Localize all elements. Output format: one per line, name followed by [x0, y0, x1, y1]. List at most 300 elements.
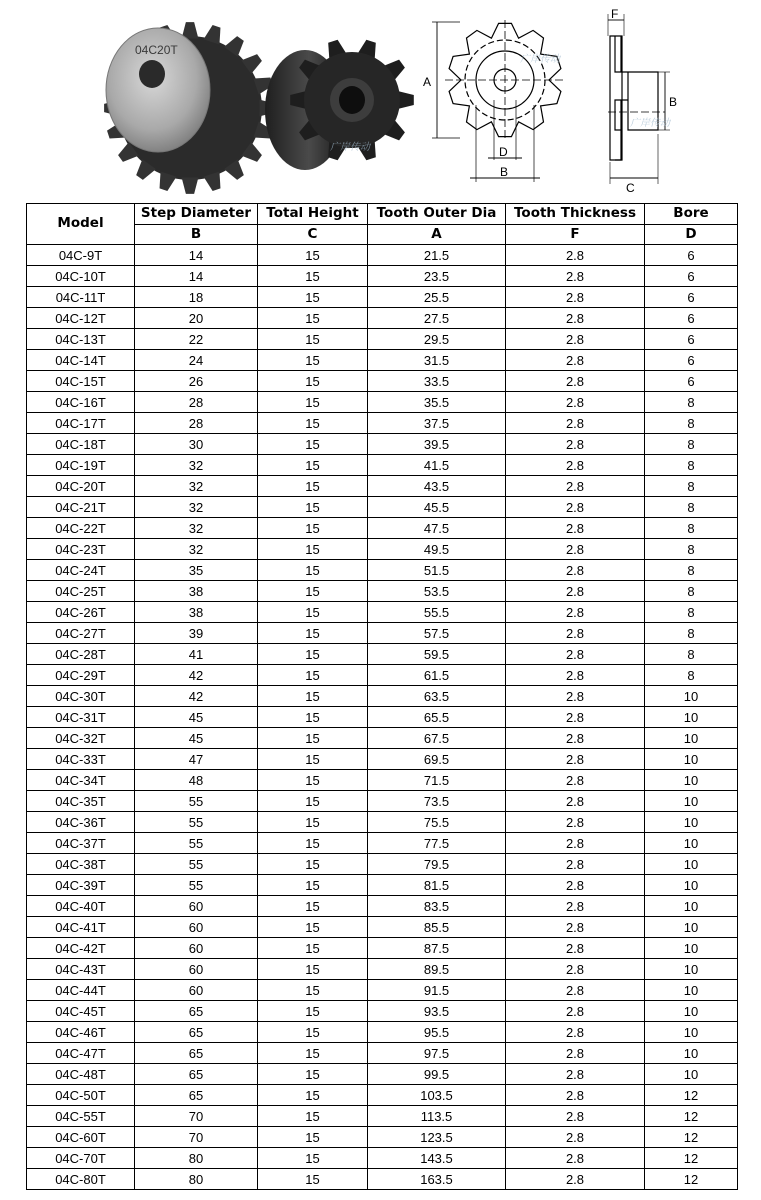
table-cell: 04C-10T: [27, 266, 135, 287]
table-row: [27, 602, 738, 623]
column-code: A: [368, 225, 506, 245]
table-cell: 04C-42T: [27, 938, 135, 959]
table-cell: 10: [645, 1001, 738, 1022]
table-cell: 2.8: [506, 329, 645, 350]
table-cell: 15: [258, 854, 368, 875]
table-cell: 15: [258, 749, 368, 770]
table-cell: 47.5: [368, 518, 506, 539]
table-row: [27, 455, 738, 476]
table-cell: 04C-41T: [27, 917, 135, 938]
table-cell: 04C-15T: [27, 371, 135, 392]
table-cell: 8: [645, 455, 738, 476]
table-cell: 2.8: [506, 854, 645, 875]
table-cell: 113.5: [368, 1106, 506, 1127]
table-cell: 12: [645, 1148, 738, 1169]
table-cell: 55: [135, 791, 258, 812]
table-cell: 55: [135, 833, 258, 854]
table-cell: 123.5: [368, 1127, 506, 1148]
table-cell: 15: [258, 665, 368, 686]
table-row: [27, 728, 738, 749]
table-cell: 15: [258, 1148, 368, 1169]
table-cell: 65: [135, 1022, 258, 1043]
table-cell: 70: [135, 1106, 258, 1127]
table-cell: 6: [645, 266, 738, 287]
table-row: [27, 581, 738, 602]
table-cell: 45: [135, 707, 258, 728]
table-cell: 2.8: [506, 350, 645, 371]
table-cell: 2.8: [506, 287, 645, 308]
column-code: C: [258, 225, 368, 245]
table-cell: 15: [258, 1085, 368, 1106]
table-cell: 10: [645, 896, 738, 917]
table-row: [27, 1106, 738, 1127]
table-row: [27, 308, 738, 329]
table-cell: 61.5: [368, 665, 506, 686]
table-cell: 2.8: [506, 602, 645, 623]
table-cell: 8: [645, 623, 738, 644]
table-cell: 2.8: [506, 896, 645, 917]
table-cell: 04C-17T: [27, 413, 135, 434]
table-cell: 15: [258, 308, 368, 329]
table-cell: 04C-24T: [27, 560, 135, 581]
table-cell: 15: [258, 266, 368, 287]
table-cell: 04C-12T: [27, 308, 135, 329]
table-cell: 2.8: [506, 917, 645, 938]
watermark-photo: 广岸传动: [330, 142, 370, 153]
table-row: [27, 392, 738, 413]
table-cell: 51.5: [368, 560, 506, 581]
table-cell: 28: [135, 413, 258, 434]
table-cell: 04C-40T: [27, 896, 135, 917]
label-c: C: [626, 181, 635, 195]
table-cell: 2.8: [506, 308, 645, 329]
table-cell: 04C-31T: [27, 707, 135, 728]
table-cell: 15: [258, 1022, 368, 1043]
table-cell: 60: [135, 938, 258, 959]
table-cell: 2.8: [506, 644, 645, 665]
table-cell: 15: [258, 728, 368, 749]
table-cell: 8: [645, 392, 738, 413]
table-cell: 43.5: [368, 476, 506, 497]
table-cell: 70: [135, 1127, 258, 1148]
table-cell: 75.5: [368, 812, 506, 833]
table-cell: 10: [645, 938, 738, 959]
table-cell: 2.8: [506, 497, 645, 518]
table-header: [27, 204, 738, 245]
table-cell: 15: [258, 392, 368, 413]
table-cell: 97.5: [368, 1043, 506, 1064]
column-header: Step Diameter: [135, 204, 258, 225]
table-row: [27, 497, 738, 518]
table-cell: 10: [645, 749, 738, 770]
table-cell: 04C-27T: [27, 623, 135, 644]
table-cell: 10: [645, 1022, 738, 1043]
table-cell: 15: [258, 245, 368, 266]
table-cell: 24: [135, 350, 258, 371]
table-cell: 2.8: [506, 1148, 645, 1169]
table-cell: 2.8: [506, 518, 645, 539]
table-cell: 32: [135, 455, 258, 476]
table-cell: 04C-44T: [27, 980, 135, 1001]
table-cell: 48: [135, 770, 258, 791]
table-cell: 65: [135, 1001, 258, 1022]
table-cell: 32: [135, 497, 258, 518]
table-cell: 15: [258, 1043, 368, 1064]
table-row: [27, 266, 738, 287]
table-cell: 2.8: [506, 560, 645, 581]
table-cell: 2.8: [506, 1169, 645, 1190]
table-cell: 81.5: [368, 875, 506, 896]
table-row: [27, 1169, 738, 1190]
table-cell: 04C-36T: [27, 812, 135, 833]
table-cell: 41: [135, 644, 258, 665]
table-cell: 04C-25T: [27, 581, 135, 602]
table-cell: 04C-18T: [27, 434, 135, 455]
table-cell: 04C-34T: [27, 770, 135, 791]
table-cell: 65: [135, 1043, 258, 1064]
table-cell: 15: [258, 518, 368, 539]
table-cell: 8: [645, 539, 738, 560]
table-row: [27, 791, 738, 812]
table-cell: 2.8: [506, 371, 645, 392]
table-cell: 15: [258, 602, 368, 623]
table-cell: 79.5: [368, 854, 506, 875]
banner-illustration: [0, 0, 761, 200]
table-cell: 59.5: [368, 644, 506, 665]
table-row: [27, 896, 738, 917]
table-cell: 2.8: [506, 959, 645, 980]
table-row: [27, 371, 738, 392]
table-cell: 77.5: [368, 833, 506, 854]
table-cell: 2.8: [506, 476, 645, 497]
table-cell: 57.5: [368, 623, 506, 644]
table-cell: 04C-23T: [27, 539, 135, 560]
table-cell: 2.8: [506, 833, 645, 854]
table-cell: 04C-29T: [27, 665, 135, 686]
table-cell: 14: [135, 266, 258, 287]
column-header: Total Height: [258, 204, 368, 225]
table-cell: 8: [645, 497, 738, 518]
column-code: F: [506, 225, 645, 245]
table-cell: 41.5: [368, 455, 506, 476]
table-cell: 73.5: [368, 791, 506, 812]
table-cell: 55: [135, 854, 258, 875]
table-cell: 8: [645, 581, 738, 602]
table-cell: 12: [645, 1085, 738, 1106]
table-cell: 6: [645, 308, 738, 329]
table-cell: 10: [645, 1064, 738, 1085]
table-cell: 04C-50T: [27, 1085, 135, 1106]
table-cell: 69.5: [368, 749, 506, 770]
table-row: [27, 749, 738, 770]
table-body: [27, 245, 738, 1190]
column-code: B: [135, 225, 258, 245]
table-cell: 04C-48T: [27, 1064, 135, 1085]
table-cell: 6: [645, 371, 738, 392]
table-cell: 12: [645, 1127, 738, 1148]
table-cell: 6: [645, 245, 738, 266]
table-cell: 04C-39T: [27, 875, 135, 896]
table-cell: 39: [135, 623, 258, 644]
table-cell: 83.5: [368, 896, 506, 917]
table-cell: 2.8: [506, 581, 645, 602]
table-cell: 04C-80T: [27, 1169, 135, 1190]
table-cell: 28: [135, 392, 258, 413]
table-cell: 04C-47T: [27, 1043, 135, 1064]
table-cell: 45.5: [368, 497, 506, 518]
table-cell: 04C-55T: [27, 1106, 135, 1127]
table-cell: 87.5: [368, 938, 506, 959]
table-cell: 04C-26T: [27, 602, 135, 623]
photo-engraving-text: 04C20T: [135, 43, 178, 57]
table-cell: 8: [645, 602, 738, 623]
label-b-side: B: [669, 95, 678, 109]
table-cell: 10: [645, 728, 738, 749]
table-cell: 2.8: [506, 686, 645, 707]
table-row: [27, 287, 738, 308]
table-cell: 10: [645, 812, 738, 833]
table-cell: 04C-13T: [27, 329, 135, 350]
table-cell: 55.5: [368, 602, 506, 623]
table-row: [27, 434, 738, 455]
table-cell: 04C-38T: [27, 854, 135, 875]
table-cell: 6: [645, 287, 738, 308]
table-cell: 04C-43T: [27, 959, 135, 980]
table-cell: 6: [645, 329, 738, 350]
table-cell: 10: [645, 854, 738, 875]
table-cell: 6: [645, 350, 738, 371]
table-cell: 2.8: [506, 392, 645, 413]
table-row: [27, 812, 738, 833]
table-cell: 27.5: [368, 308, 506, 329]
table-cell: 15: [258, 1106, 368, 1127]
table-cell: 2.8: [506, 938, 645, 959]
table-cell: 55: [135, 875, 258, 896]
table-cell: 60: [135, 959, 258, 980]
table-cell: 15: [258, 287, 368, 308]
table-cell: 2.8: [506, 539, 645, 560]
sprocket-tooth: [182, 177, 199, 193]
label-b-front: B: [500, 165, 509, 179]
table-cell: 2.8: [506, 1001, 645, 1022]
table-cell: 10: [645, 875, 738, 896]
table-row: [27, 833, 738, 854]
table-row: [27, 539, 738, 560]
table-cell: 53.5: [368, 581, 506, 602]
table-row: [27, 770, 738, 791]
table-cell: 37.5: [368, 413, 506, 434]
table-row: [27, 518, 738, 539]
table-cell: 15: [258, 581, 368, 602]
table-cell: 04C-32T: [27, 728, 135, 749]
table-cell: 91.5: [368, 980, 506, 1001]
table-cell: 18: [135, 287, 258, 308]
table-row: [27, 980, 738, 1001]
table-cell: 12: [645, 1106, 738, 1127]
label-a: A: [423, 75, 432, 89]
table-cell: 65: [135, 1064, 258, 1085]
table-row: [27, 665, 738, 686]
table-cell: 26: [135, 371, 258, 392]
table-row: [27, 623, 738, 644]
table-cell: 8: [645, 560, 738, 581]
table-cell: 04C-45T: [27, 1001, 135, 1022]
table-cell: 04C-33T: [27, 749, 135, 770]
table-cell: 30: [135, 434, 258, 455]
table-cell: 55: [135, 812, 258, 833]
table-row: [27, 1085, 738, 1106]
table-cell: 15: [258, 497, 368, 518]
table-cell: 15: [258, 917, 368, 938]
table-cell: 15: [258, 791, 368, 812]
column-header: Model: [27, 204, 135, 245]
side-view-diagram: [608, 14, 670, 184]
table-row: [27, 1001, 738, 1022]
table-cell: 10: [645, 917, 738, 938]
table-cell: 10: [645, 770, 738, 791]
table-cell: 15: [258, 959, 368, 980]
table-cell: 15: [258, 812, 368, 833]
table-cell: 15: [258, 875, 368, 896]
table-cell: 35: [135, 560, 258, 581]
table-cell: 12: [645, 1169, 738, 1190]
table-cell: 15: [258, 560, 368, 581]
table-row: [27, 1022, 738, 1043]
table-row: [27, 644, 738, 665]
table-cell: 15: [258, 686, 368, 707]
table-cell: 2.8: [506, 413, 645, 434]
table-cell: 2.8: [506, 1085, 645, 1106]
table-cell: 99.5: [368, 1064, 506, 1085]
table-cell: 39.5: [368, 434, 506, 455]
table-cell: 89.5: [368, 959, 506, 980]
table-cell: 04C-22T: [27, 518, 135, 539]
table-cell: 2.8: [506, 434, 645, 455]
table-cell: 2.8: [506, 770, 645, 791]
sprocket-spec-table: [26, 203, 738, 1190]
table-row: [27, 1148, 738, 1169]
table-cell: 8: [645, 644, 738, 665]
table-cell: 143.5: [368, 1148, 506, 1169]
table-cell: 60: [135, 917, 258, 938]
table-cell: 15: [258, 1001, 368, 1022]
table-cell: 2.8: [506, 1127, 645, 1148]
table-cell: 60: [135, 896, 258, 917]
table-cell: 2.8: [506, 707, 645, 728]
table-cell: 42: [135, 665, 258, 686]
table-cell: 15: [258, 476, 368, 497]
table-cell: 32: [135, 476, 258, 497]
table-cell: 2.8: [506, 1106, 645, 1127]
table-cell: 04C-9T: [27, 245, 135, 266]
table-cell: 21.5: [368, 245, 506, 266]
table-cell: 15: [258, 623, 368, 644]
table-cell: 8: [645, 665, 738, 686]
table-cell: 04C-19T: [27, 455, 135, 476]
table-cell: 15: [258, 707, 368, 728]
label-d: D: [499, 145, 508, 159]
table-cell: 04C-16T: [27, 392, 135, 413]
table-cell: 163.5: [368, 1169, 506, 1190]
watermark-side: 广岸传动: [630, 118, 670, 129]
table-cell: 15: [258, 539, 368, 560]
column-header: Tooth Thickness: [506, 204, 645, 225]
table-cell: 15: [258, 644, 368, 665]
table-cell: 47: [135, 749, 258, 770]
table-cell: 10: [645, 686, 738, 707]
sprocket-photo-large: [104, 22, 276, 194]
table-cell: 23.5: [368, 266, 506, 287]
table-cell: 2.8: [506, 1022, 645, 1043]
table-cell: 15: [258, 413, 368, 434]
table-row: [27, 1127, 738, 1148]
table-cell: 2.8: [506, 245, 645, 266]
table-row: [27, 245, 738, 266]
table-cell: 10: [645, 980, 738, 1001]
table-cell: 04C-60T: [27, 1127, 135, 1148]
table-cell: 25.5: [368, 287, 506, 308]
table-cell: 31.5: [368, 350, 506, 371]
table-cell: 32: [135, 539, 258, 560]
table-cell: 10: [645, 959, 738, 980]
table-cell: 14: [135, 245, 258, 266]
label-f: F: [611, 7, 619, 21]
table-cell: 10: [645, 791, 738, 812]
table-cell: 15: [258, 1169, 368, 1190]
table-cell: 15: [258, 980, 368, 1001]
table-cell: 85.5: [368, 917, 506, 938]
table-cell: 71.5: [368, 770, 506, 791]
table-cell: 04C-11T: [27, 287, 135, 308]
table-cell: 67.5: [368, 728, 506, 749]
column-header: Tooth Outer Dia: [368, 204, 506, 225]
table-cell: 22: [135, 329, 258, 350]
table-cell: 32: [135, 518, 258, 539]
table-cell: 2.8: [506, 266, 645, 287]
table-cell: 04C-21T: [27, 497, 135, 518]
table-cell: 8: [645, 476, 738, 497]
table-cell: 15: [258, 371, 368, 392]
table-cell: 80: [135, 1169, 258, 1190]
table-cell: 04C-70T: [27, 1148, 135, 1169]
table-row: [27, 329, 738, 350]
table-row: [27, 350, 738, 371]
table-cell: 15: [258, 896, 368, 917]
table-cell: 103.5: [368, 1085, 506, 1106]
table-cell: 15: [258, 1127, 368, 1148]
table-cell: 2.8: [506, 455, 645, 476]
table-row: [27, 959, 738, 980]
table-cell: 04C-20T: [27, 476, 135, 497]
table-cell: 10: [645, 1043, 738, 1064]
table-cell: 2.8: [506, 728, 645, 749]
table-cell: 80: [135, 1148, 258, 1169]
table-row: [27, 1064, 738, 1085]
table-row: [27, 875, 738, 896]
table-row: [27, 1043, 738, 1064]
table-cell: 15: [258, 350, 368, 371]
table-row: [27, 686, 738, 707]
table-row: [27, 476, 738, 497]
table-cell: 10: [645, 833, 738, 854]
column-code: D: [645, 225, 738, 245]
table-row: [27, 917, 738, 938]
table-cell: 04C-35T: [27, 791, 135, 812]
table-cell: 65.5: [368, 707, 506, 728]
table-row: [27, 707, 738, 728]
table-cell: 20: [135, 308, 258, 329]
table-cell: 04C-28T: [27, 644, 135, 665]
